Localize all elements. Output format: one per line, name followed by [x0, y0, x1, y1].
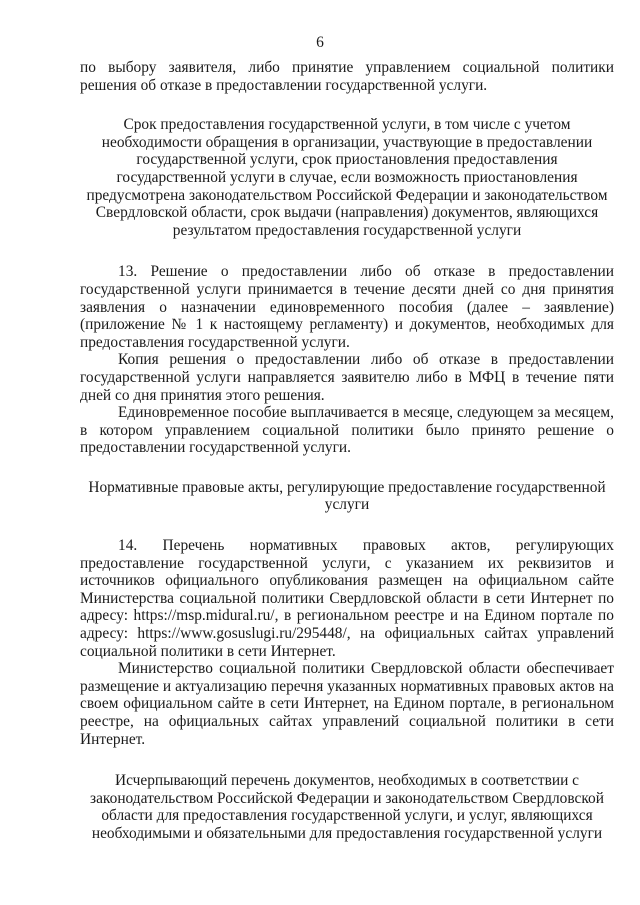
paragraph-14: 14. Перечень нормативных правовых актов, регулирующих предоставление государственной услуги, с указанием их реквизитов и источников официального опубликования размещен на официальном сайте Министерства социальной политики Свердловской области в сети Интернет по адресу: https://msp.midural.ru/, в региональном реестре и на Едином портале по адресу: https://www.gosuslugi.ru/295448/, на официальных сайтах управлений социальной политики в сети Интернет. — [80, 537, 614, 660]
paragraph-13-copy: Копия решения о предоставлении либо об отказе в предоставлении государственной услуги направляется заявителю либо в МФЦ в течение пяти дней со дня принятия этого решения. — [80, 351, 614, 404]
continuation-paragraph: по выбору заявителя, либо принятие управлением социальной политики решения об отказе в предоставлении государственной услуги. — [80, 59, 614, 94]
document-body — [80, 59, 614, 843]
page-number: 6 — [316, 34, 324, 51]
section-heading-term: Срок предоставления государственной услуги, в том числе с учетом необходимости обращения в организации, участвующие в предоставлении государственной услуги, срок приостановления предоставления государственной услуги в случае, если возможность приостановления предусмотрена законодательством Российской Федерации и законодательством Свердловской области, срок выдачи (направления) документов, являющихся результатом предоставления государственной услуги — [86, 116, 608, 239]
paragraph-13-payment: Единовременное пособие выплачивается в месяце, следующем за месяцем, в котором управлением социальной политики было принято решение о предоставлении государственной услуги. — [80, 404, 614, 457]
section-heading-documents: Исчерпывающий перечень документов, необходимых в соответствии с законодательством Российской Федерации и законодательством Свердловской области для предоставления государственной услуги, и услуг, являющихся необходимыми и обязательными для предоставления государственной услуги — [90, 772, 604, 842]
paragraph-14-ministry: Министерство социальной политики Свердловской области обеспечивает размещение и актуализацию перечня указанных нормативных правовых актов на своем официальном сайте в сети Интернет, на Едином портале, в региональном реестре, на официальных сайтах управлений социальной политики в сети Интернет. — [80, 660, 614, 748]
paragraph-13: 13. Решение о предоставлении либо об отказе в предоставлении государственной услуги принимается в течение десяти дней со дня принятия заявления о назначении единовременного пособия (далее – заявление) (приложение № 1 к настоящему регламенту) и документов, необходимых для предоставления государственной услуги. — [80, 263, 614, 351]
section-heading-acts: Нормативные правовые акты, регулирующие предоставление государственной услуги — [88, 478, 606, 514]
